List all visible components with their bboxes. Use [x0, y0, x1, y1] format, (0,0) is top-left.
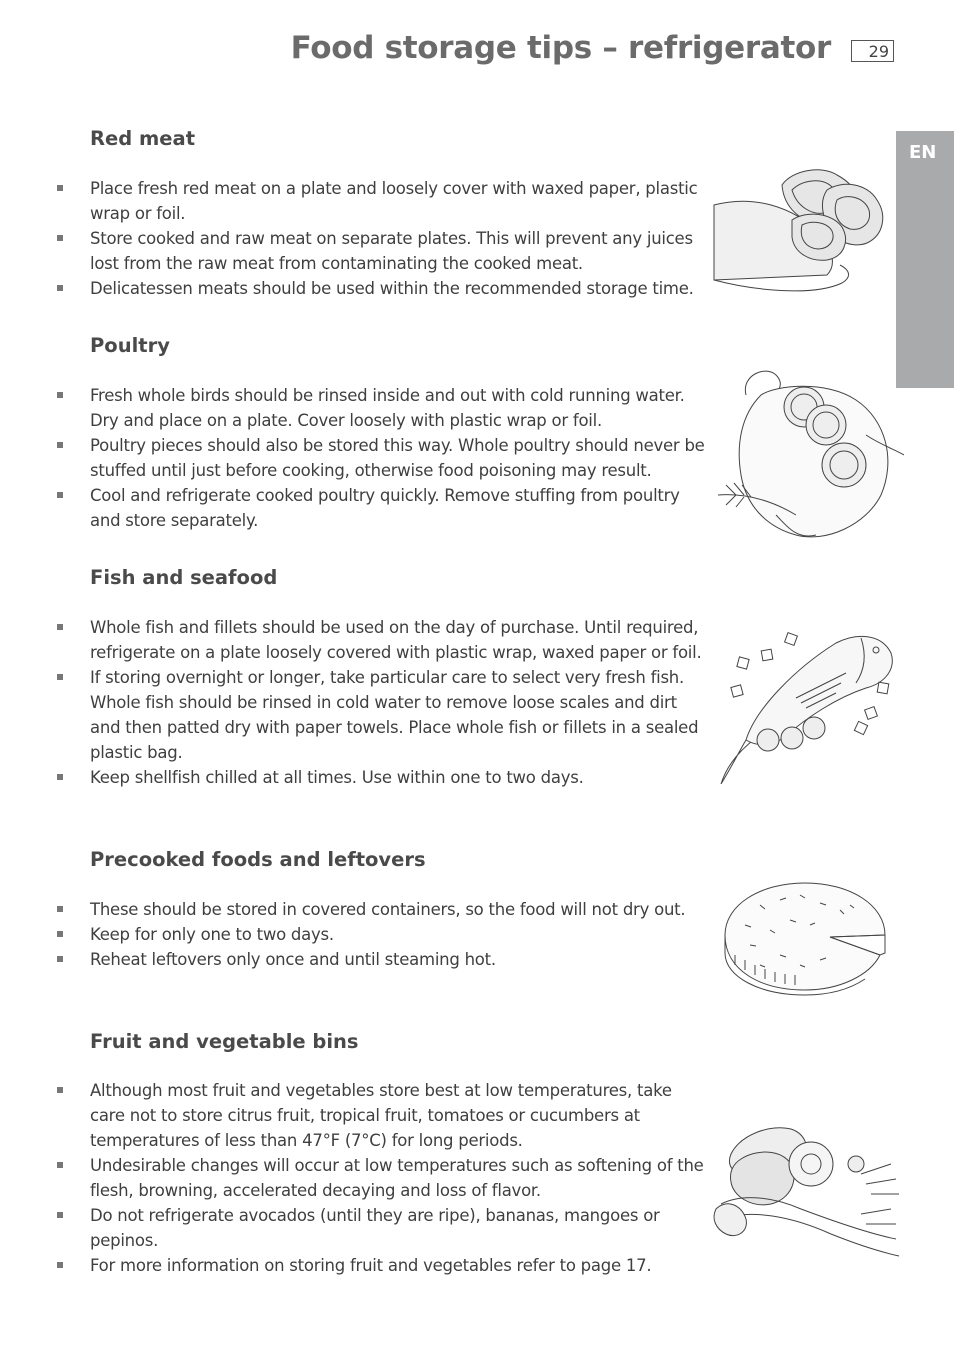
bullet-icon	[57, 492, 63, 498]
page-title: Food storage tips – refrigerator	[290, 30, 831, 66]
bullet-icon	[57, 931, 63, 937]
page-number: 29	[851, 40, 894, 62]
bullet-icon	[57, 1212, 63, 1218]
bullet-list	[0, 615, 710, 790]
section-heading: Red meat	[90, 127, 196, 150]
list-item: Undesirable changes will occur at low temperatures such as softening of the flesh, browning, accelerated decaying and loss of flavor.	[0, 1153, 710, 1203]
section-heading: Fish and seafood	[90, 566, 278, 589]
language-tab	[896, 131, 954, 388]
bullet-icon	[57, 774, 63, 780]
list-item: Do not refrigerate avocados (until they are ripe), bananas, mangoes or pepinos.	[0, 1203, 710, 1253]
section-heading: Fruit and vegetable bins	[90, 1030, 359, 1053]
bullet-icon	[57, 624, 63, 630]
list-item: For more information on storing fruit and vegetables refer to page 17.	[0, 1253, 710, 1278]
bullet-list	[0, 897, 710, 972]
list-item: Keep for only one to two days.	[0, 922, 710, 947]
bullet-list	[0, 1078, 710, 1278]
vegetables-illustration	[711, 1124, 901, 1264]
red-meat-illustration	[712, 165, 892, 297]
list-item: Fresh whole birds should be rinsed inside and out with cold running water. Dry and place on a plate. Cover loosely with plastic wrap or foil.	[0, 383, 710, 433]
list-item: Cool and refrigerate cooked poultry quickly. Remove stuffing from poultry and store separately.	[0, 483, 710, 533]
poultry-illustration	[716, 365, 904, 543]
bullet-icon	[57, 674, 63, 680]
bullet-icon	[57, 906, 63, 912]
bullet-icon	[57, 956, 63, 962]
quiche-illustration	[720, 875, 890, 999]
bullet-icon	[57, 442, 63, 448]
list-item: Poultry pieces should also be stored this way. Whole poultry should never be stuffed until just before cooking, otherwise food poisoning may result.	[0, 433, 710, 483]
section-heading: Precooked foods and leftovers	[90, 848, 426, 871]
list-item: If storing overnight or longer, take particular care to select very fresh fish. Whole fish should be rinsed in cold water to remove loose scales and dirt and then patted dry with paper towels. Place whole fish or fillets in a sealed plastic bag.	[0, 665, 710, 765]
list-item: Keep shellfish chilled at all times. Use within one to two days.	[0, 765, 710, 790]
bullet-list	[0, 383, 710, 533]
list-item: Place fresh red meat on a plate and loosely cover with waxed paper, plastic wrap or foil.	[0, 176, 710, 226]
list-item: Store cooked and raw meat on separate plates. This will prevent any juices lost from the raw meat from contaminating the cooked meat.	[0, 226, 710, 276]
bullet-list	[0, 176, 710, 301]
section-heading: Poultry	[90, 334, 170, 357]
list-item: These should be stored in covered containers, so the food will not dry out.	[0, 897, 710, 922]
bullet-icon	[57, 1087, 63, 1093]
bullet-icon	[57, 1262, 63, 1268]
list-item: Reheat leftovers only once and until steaming hot.	[0, 947, 710, 972]
list-item: Delicatessen meats should be used within the recommended storage time.	[0, 276, 710, 301]
fish-illustration	[716, 628, 896, 784]
bullet-icon	[57, 235, 63, 241]
bullet-icon	[57, 1162, 63, 1168]
list-item: Whole fish and fillets should be used on the day of purchase. Until required, refrigerate on a plate loosely covered with plastic wrap, waxed paper or foil.	[0, 615, 710, 665]
language-tab-label: EN	[909, 142, 937, 163]
bullet-icon	[57, 285, 63, 291]
bullet-icon	[57, 392, 63, 398]
bullet-icon	[57, 185, 63, 191]
list-item: Although most fruit and vegetables store best at low temperatures, take care not to store citrus fruit, tropical fruit, tomatoes or cucumbers at temperatures of less than 47°F (7°C) for long periods.	[0, 1078, 710, 1153]
